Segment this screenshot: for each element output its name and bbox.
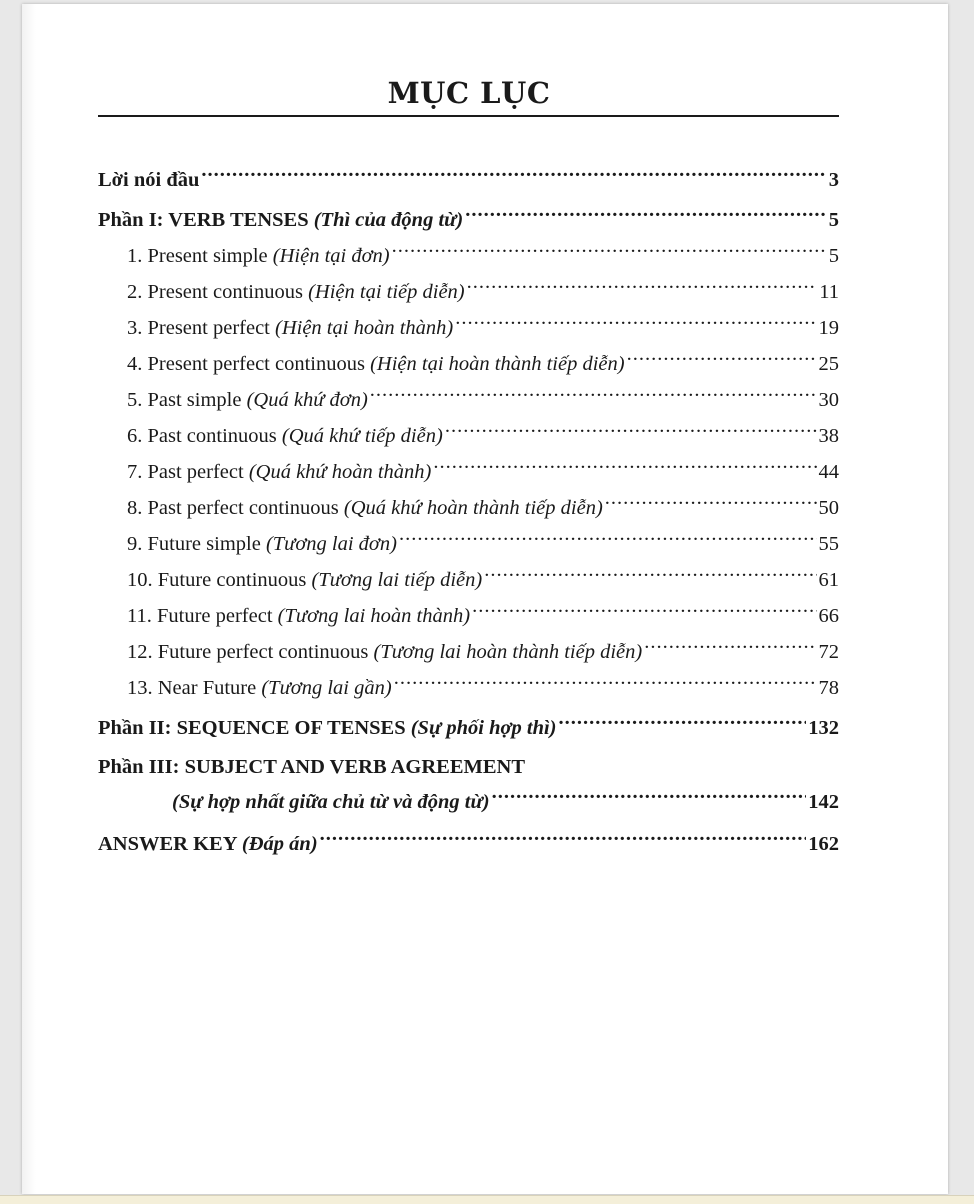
toc-entry-label: 11. Future perfect (Tương lai hoàn thành) bbox=[127, 605, 471, 627]
dot-leader bbox=[484, 566, 816, 587]
dot-leader bbox=[399, 530, 817, 551]
dot-leader bbox=[559, 714, 807, 735]
dot-leader bbox=[320, 830, 807, 851]
dot-leader bbox=[433, 458, 816, 479]
toc-page-number: 44 bbox=[818, 461, 839, 483]
toc-entry-tense-13[interactable] bbox=[98, 670, 839, 706]
toc-page-number: 72 bbox=[818, 641, 839, 663]
toc-page-number: 30 bbox=[818, 389, 839, 411]
dot-leader bbox=[492, 788, 807, 809]
toc-page-number: 162 bbox=[808, 833, 839, 855]
toc-page-number: 50 bbox=[818, 497, 839, 519]
toc-page-number: 19 bbox=[818, 317, 839, 339]
toc-entry-preface[interactable] bbox=[98, 162, 839, 198]
toc-entry-tense-5[interactable] bbox=[98, 382, 839, 418]
toc-entry-label: 12. Future perfect continuous (Tương lai hoàn thành tiếp diễn) bbox=[127, 641, 643, 663]
toc-entry-label: 7. Past perfect (Quá khứ hoàn thành) bbox=[127, 461, 432, 483]
dot-leader bbox=[201, 166, 826, 187]
toc-entry-label: 2. Present continuous (Hiện tại tiếp diễn) bbox=[127, 281, 465, 303]
toc-page-number: 25 bbox=[818, 353, 839, 375]
dot-leader bbox=[627, 350, 817, 371]
toc-page-number: 38 bbox=[818, 425, 839, 447]
toc-entry-label: Lời nói đầu bbox=[98, 169, 200, 191]
toc-entry-tense-4[interactable] bbox=[98, 346, 839, 382]
page-edge-shadow bbox=[22, 4, 36, 1194]
dot-leader bbox=[465, 206, 826, 227]
toc-entry-part-1[interactable] bbox=[98, 202, 839, 238]
dot-leader bbox=[455, 314, 816, 335]
status-strip bbox=[0, 1195, 974, 1204]
toc-entry-part-3-heading[interactable]: Phần III: SUBJECT AND VERB AGREEMENT bbox=[98, 756, 526, 778]
dot-leader bbox=[370, 386, 817, 407]
toc-page-number: 5 bbox=[828, 209, 839, 231]
toc-page-number: 55 bbox=[818, 533, 839, 555]
toc-entry-label: Phần II: SEQUENCE OF TENSES (Sự phối hợp thì) bbox=[98, 717, 557, 739]
toc-entry-label: 13. Near Future (Tương lai gần) bbox=[127, 677, 392, 699]
toc-entry-tense-9[interactable] bbox=[98, 526, 839, 562]
title-underline bbox=[98, 115, 839, 117]
dot-leader bbox=[644, 638, 816, 659]
toc-entry-label: Phần I: VERB TENSES (Thì của động từ) bbox=[98, 209, 464, 231]
dot-leader bbox=[472, 602, 816, 623]
toc-page-number: 66 bbox=[818, 605, 839, 627]
toc-page-number: 61 bbox=[818, 569, 839, 591]
dot-leader bbox=[445, 422, 817, 443]
toc-entry-tense-3[interactable] bbox=[98, 310, 839, 346]
toc-entry-tense-6[interactable] bbox=[98, 418, 839, 454]
toc-entry-part-3[interactable] bbox=[98, 784, 839, 820]
toc-entry-label: ANSWER KEY (Đáp án) bbox=[98, 833, 318, 855]
toc-entry-tense-10[interactable] bbox=[98, 562, 839, 598]
toc-entry-answer-key[interactable] bbox=[98, 826, 839, 862]
toc-page-number: 142 bbox=[808, 791, 839, 813]
toc-entry-label: 4. Present perfect continuous (Hiện tại hoàn thành tiếp diễn) bbox=[127, 353, 625, 375]
toc-entry-tense-12[interactable] bbox=[98, 634, 839, 670]
toc-entry-label: 9. Future simple (Tương lai đơn) bbox=[127, 533, 397, 555]
toc-page-number: 5 bbox=[828, 245, 839, 267]
dot-leader bbox=[467, 278, 818, 299]
dot-leader bbox=[605, 494, 817, 515]
toc-page-number: 11 bbox=[819, 281, 839, 303]
toc-entry-label: 8. Past perfect continuous (Quá khứ hoàn thành tiếp diễn) bbox=[127, 497, 603, 519]
table-of-contents bbox=[98, 162, 839, 862]
dot-leader bbox=[392, 242, 827, 263]
toc-page-number: 78 bbox=[818, 677, 839, 699]
toc-entry-part-2[interactable] bbox=[98, 710, 839, 746]
toc-entry-tense-1[interactable] bbox=[98, 238, 839, 274]
toc-page-number: 3 bbox=[828, 169, 839, 191]
toc-entry-label: (Sự hợp nhất giữa chủ từ và động từ) bbox=[172, 791, 490, 813]
toc-entry-label: 5. Past simple (Quá khứ đơn) bbox=[127, 389, 368, 411]
toc-entry-label: 6. Past continuous (Quá khứ tiếp diễn) bbox=[127, 425, 443, 447]
page-title: MỤC LỤC bbox=[387, 76, 551, 110]
toc-entry-tense-11[interactable] bbox=[98, 598, 839, 634]
document-page bbox=[22, 4, 948, 1194]
dot-leader bbox=[394, 674, 817, 695]
toc-entry-label: 1. Present simple (Hiện tại đơn) bbox=[127, 245, 390, 267]
toc-entry-label: 3. Present perfect (Hiện tại hoàn thành) bbox=[127, 317, 454, 339]
toc-entry-label: 10. Future continuous (Tương lai tiếp diễn) bbox=[127, 569, 483, 591]
toc-entry-tense-7[interactable] bbox=[98, 454, 839, 490]
toc-entry-tense-2[interactable] bbox=[98, 274, 839, 310]
toc-entry-tense-8[interactable] bbox=[98, 490, 839, 526]
toc-page-number: 132 bbox=[808, 717, 839, 739]
